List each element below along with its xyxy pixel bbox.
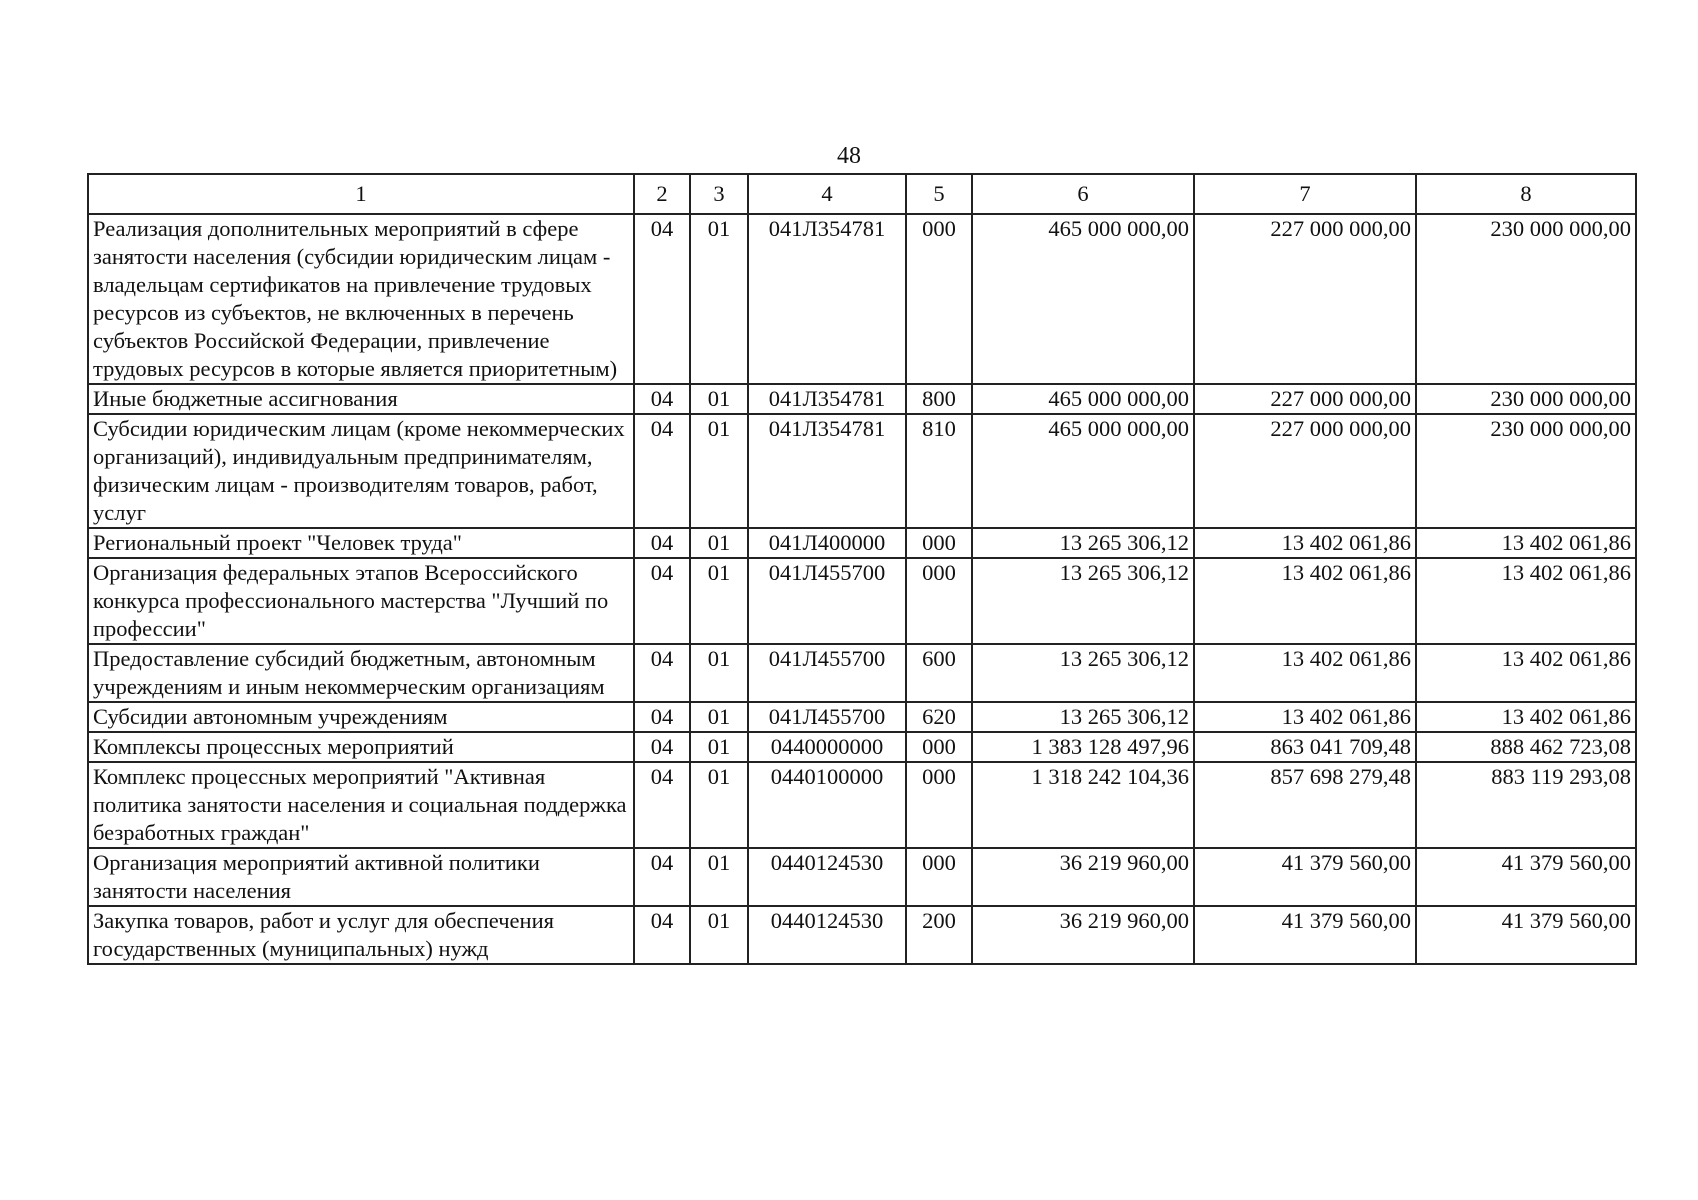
subsection-code: 01 xyxy=(690,558,748,644)
section-code: 04 xyxy=(634,702,690,732)
amount-col-7: 227 000 000,00 xyxy=(1194,414,1416,528)
amount-col-8: 230 000 000,00 xyxy=(1416,384,1636,414)
amount-col-8: 230 000 000,00 xyxy=(1416,214,1636,384)
target-article-code: 0440000000 xyxy=(748,732,906,762)
amount-col-8: 13 402 061,86 xyxy=(1416,702,1636,732)
table-row xyxy=(88,214,1636,384)
table-row xyxy=(88,558,1636,644)
page-number: 48 xyxy=(837,143,861,169)
amount-col-7: 857 698 279,48 xyxy=(1194,762,1416,848)
row-name: Региональный проект "Человек труда" xyxy=(88,528,634,558)
header-col-1: 1 xyxy=(88,174,634,214)
section-code: 04 xyxy=(634,732,690,762)
amount-col-8: 13 402 061,86 xyxy=(1416,528,1636,558)
expense-type-code: 000 xyxy=(906,848,972,906)
table-row xyxy=(88,762,1636,848)
subsection-code: 01 xyxy=(690,214,748,384)
amount-col-6: 13 265 306,12 xyxy=(972,558,1194,644)
amount-col-6: 465 000 000,00 xyxy=(972,384,1194,414)
header-col-4: 4 xyxy=(748,174,906,214)
amount-col-7: 227 000 000,00 xyxy=(1194,214,1416,384)
amount-col-6: 465 000 000,00 xyxy=(972,214,1194,384)
amount-col-7: 13 402 061,86 xyxy=(1194,644,1416,702)
amount-col-8: 883 119 293,08 xyxy=(1416,762,1636,848)
amount-col-8: 230 000 000,00 xyxy=(1416,414,1636,528)
table-row xyxy=(88,702,1636,732)
amount-col-8: 13 402 061,86 xyxy=(1416,644,1636,702)
section-code: 04 xyxy=(634,414,690,528)
expense-type-code: 620 xyxy=(906,702,972,732)
row-name: Субсидии юридическим лицам (кроме некоммерческих организаций), индивидуальным предпринимателям, физическим лицам - производителям товаров, работ, услуг xyxy=(88,414,634,528)
amount-col-7: 13 402 061,86 xyxy=(1194,702,1416,732)
amount-col-7: 227 000 000,00 xyxy=(1194,384,1416,414)
subsection-code: 01 xyxy=(690,762,748,848)
amount-col-8: 41 379 560,00 xyxy=(1416,906,1636,964)
row-name: Реализация дополнительных мероприятий в сфере занятости населения (субсидии юридическим лицам - владельцам сертификатов на привлечение трудовых ресурсов из субъектов, не включенных в перечень субъектов Российской Федерации, привлечение трудовых ресурсов в которые является приоритетным) xyxy=(88,214,634,384)
subsection-code: 01 xyxy=(690,414,748,528)
target-article-code: 041Л354781 xyxy=(748,214,906,384)
table-row xyxy=(88,848,1636,906)
row-name: Субсидии автономным учреждениям xyxy=(88,702,634,732)
section-code: 04 xyxy=(634,762,690,848)
amount-col-8: 13 402 061,86 xyxy=(1416,558,1636,644)
header-row xyxy=(88,174,1636,214)
header-col-7: 7 xyxy=(1194,174,1416,214)
target-article-code: 0440124530 xyxy=(748,906,906,964)
expense-type-code: 000 xyxy=(906,214,972,384)
row-name: Иные бюджетные ассигнования xyxy=(88,384,634,414)
amount-col-7: 13 402 061,86 xyxy=(1194,558,1416,644)
expense-type-code: 810 xyxy=(906,414,972,528)
target-article-code: 041Л455700 xyxy=(748,644,906,702)
table-row xyxy=(88,528,1636,558)
expense-type-code: 600 xyxy=(906,644,972,702)
row-name: Предоставление субсидий бюджетным, автономным учреждениям и иным некоммерческим организациям xyxy=(88,644,634,702)
amount-col-6: 1 318 242 104,36 xyxy=(972,762,1194,848)
header-col-6: 6 xyxy=(972,174,1194,214)
section-code: 04 xyxy=(634,906,690,964)
expense-type-code: 000 xyxy=(906,762,972,848)
section-code: 04 xyxy=(634,848,690,906)
section-code: 04 xyxy=(634,528,690,558)
target-article-code: 041Л455700 xyxy=(748,702,906,732)
subsection-code: 01 xyxy=(690,848,748,906)
amount-col-7: 41 379 560,00 xyxy=(1194,848,1416,906)
target-article-code: 0440124530 xyxy=(748,848,906,906)
target-article-code: 041Л354781 xyxy=(748,384,906,414)
target-article-code: 041Л455700 xyxy=(748,558,906,644)
subsection-code: 01 xyxy=(690,644,748,702)
amount-col-6: 13 265 306,12 xyxy=(972,528,1194,558)
expense-type-code: 000 xyxy=(906,528,972,558)
header-col-5: 5 xyxy=(906,174,972,214)
target-article-code: 041Л400000 xyxy=(748,528,906,558)
expense-type-code: 800 xyxy=(906,384,972,414)
subsection-code: 01 xyxy=(690,384,748,414)
expense-type-code: 000 xyxy=(906,732,972,762)
amount-col-6: 1 383 128 497,96 xyxy=(972,732,1194,762)
header-col-3: 3 xyxy=(690,174,748,214)
header-col-8: 8 xyxy=(1416,174,1636,214)
expense-type-code: 000 xyxy=(906,558,972,644)
table-row xyxy=(88,384,1636,414)
amount-col-6: 465 000 000,00 xyxy=(972,414,1194,528)
table-row xyxy=(88,644,1636,702)
section-code: 04 xyxy=(634,214,690,384)
row-name: Организация мероприятий активной политики занятости населения xyxy=(88,848,634,906)
table-row xyxy=(88,414,1636,528)
amount-col-6: 36 219 960,00 xyxy=(972,906,1194,964)
table-row xyxy=(88,906,1636,964)
target-article-code: 041Л354781 xyxy=(748,414,906,528)
section-code: 04 xyxy=(634,644,690,702)
table-row xyxy=(88,732,1636,762)
amount-col-7: 13 402 061,86 xyxy=(1194,528,1416,558)
section-code: 04 xyxy=(634,558,690,644)
amount-col-7: 41 379 560,00 xyxy=(1194,906,1416,964)
budget-table xyxy=(87,173,1637,965)
row-name: Закупка товаров, работ и услуг для обеспечения государственных (муниципальных) нужд xyxy=(88,906,634,964)
expense-type-code: 200 xyxy=(906,906,972,964)
amount-col-7: 863 041 709,48 xyxy=(1194,732,1416,762)
amount-col-8: 41 379 560,00 xyxy=(1416,848,1636,906)
row-name: Организация федеральных этапов Всероссийского конкурса профессионального мастерства "Лучший по профессии" xyxy=(88,558,634,644)
row-name: Комплексы процессных мероприятий xyxy=(88,732,634,762)
target-article-code: 0440100000 xyxy=(748,762,906,848)
subsection-code: 01 xyxy=(690,528,748,558)
section-code: 04 xyxy=(634,384,690,414)
amount-col-6: 13 265 306,12 xyxy=(972,644,1194,702)
amount-col-8: 888 462 723,08 xyxy=(1416,732,1636,762)
header-col-2: 2 xyxy=(634,174,690,214)
amount-col-6: 13 265 306,12 xyxy=(972,702,1194,732)
subsection-code: 01 xyxy=(690,732,748,762)
subsection-code: 01 xyxy=(690,702,748,732)
row-name: Комплекс процессных мероприятий "Активная политика занятости населения и социальная поддержка безработных граждан" xyxy=(88,762,634,848)
subsection-code: 01 xyxy=(690,906,748,964)
amount-col-6: 36 219 960,00 xyxy=(972,848,1194,906)
